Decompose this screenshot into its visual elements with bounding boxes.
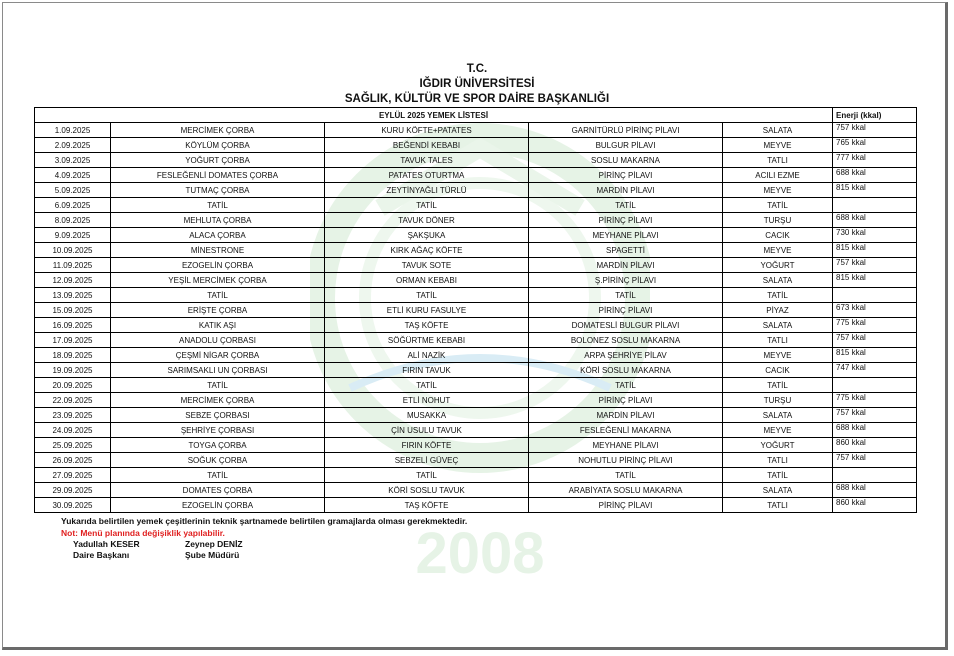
- extra-cell: TATİL: [723, 198, 833, 213]
- side-dish-cell: NOHUTLU PİRİNÇ PİLAVI: [529, 453, 723, 468]
- date-cell: 6.09.2025: [35, 198, 111, 213]
- date-cell: 16.09.2025: [35, 318, 111, 333]
- main-dish-cell: TAVUK SOTE: [325, 258, 529, 273]
- date-cell: 27.09.2025: [35, 468, 111, 483]
- signature-title: Daire Başkanı: [73, 550, 130, 560]
- main-dish-cell: ALİ NAZİK: [325, 348, 529, 363]
- side-dish-cell: BULGUR PİLAVI: [529, 138, 723, 153]
- side-dish-cell: ARABİYATA SOSLU MAKARNA: [529, 483, 723, 498]
- soup-cell: YOĞURT ÇORBA: [111, 153, 325, 168]
- table-row: [35, 408, 917, 423]
- document-header: [0, 62, 954, 107]
- main-dish-cell: SEBZELİ GÜVEÇ: [325, 453, 529, 468]
- date-cell: 29.09.2025: [35, 483, 111, 498]
- table-row: [35, 228, 917, 243]
- extra-cell: TATİL: [723, 378, 833, 393]
- main-dish-cell: TAŞ KÖFTE: [325, 498, 529, 513]
- table-row: [35, 438, 917, 453]
- side-dish-cell: PİRİNÇ PİLAVI: [529, 498, 723, 513]
- date-cell: 8.09.2025: [35, 213, 111, 228]
- main-dish-cell: TAVUK DÖNER: [325, 213, 529, 228]
- main-dish-cell: ETLİ NOHUT: [325, 393, 529, 408]
- side-dish-cell: DOMATESLİ BULGUR PİLAVI: [529, 318, 723, 333]
- main-dish-cell: KURU KÖFTE+PATATES: [325, 123, 529, 138]
- extra-cell: MEYVE: [723, 138, 833, 153]
- date-cell: 24.09.2025: [35, 423, 111, 438]
- date-cell: 26.09.2025: [35, 453, 111, 468]
- soup-cell: SOĞUK ÇORBA: [111, 453, 325, 468]
- extra-cell: MEYVE: [723, 243, 833, 258]
- energy-cell: 775 kkal: [833, 393, 917, 408]
- date-cell: 1.09.2025: [35, 123, 111, 138]
- main-dish-cell: ŞAKŞUKA: [325, 228, 529, 243]
- main-dish-cell: KÖRİ SOSLU TAVUK: [325, 483, 529, 498]
- soup-cell: TATİL: [111, 288, 325, 303]
- table-row: [35, 363, 917, 378]
- extra-cell: TATİL: [723, 468, 833, 483]
- date-cell: 23.09.2025: [35, 408, 111, 423]
- extra-cell: MEYVE: [723, 423, 833, 438]
- side-dish-cell: TATİL: [529, 378, 723, 393]
- table-title-row: [35, 108, 917, 123]
- energy-cell: 757 kkal: [833, 258, 917, 273]
- main-dish-cell: TATİL: [325, 288, 529, 303]
- date-cell: 12.09.2025: [35, 273, 111, 288]
- soup-cell: MERCİMEK ÇORBA: [111, 393, 325, 408]
- table-row: [35, 288, 917, 303]
- table-row: [35, 273, 917, 288]
- energy-cell: 860 kkal: [833, 438, 917, 453]
- date-cell: 15.09.2025: [35, 303, 111, 318]
- extra-cell: TATLI: [723, 498, 833, 513]
- signature-block-1: [73, 539, 140, 561]
- energy-cell: 688 kkal: [833, 168, 917, 183]
- main-dish-cell: TATİL: [325, 378, 529, 393]
- soup-cell: EZOGELİN ÇORBA: [111, 258, 325, 273]
- extra-cell: TATLI: [723, 333, 833, 348]
- main-dish-cell: ÇİN USULU TAVUK: [325, 423, 529, 438]
- main-dish-cell: TATİL: [325, 468, 529, 483]
- signature-name: Yadullah KESER: [73, 539, 140, 549]
- soup-cell: ÇEŞMİ NİGAR ÇORBA: [111, 348, 325, 363]
- side-dish-cell: TATİL: [529, 468, 723, 483]
- date-cell: 4.09.2025: [35, 168, 111, 183]
- extra-cell: PİYAZ: [723, 303, 833, 318]
- extra-cell: SALATA: [723, 318, 833, 333]
- energy-cell: 688 kkal: [833, 423, 917, 438]
- soup-cell: EZOGELİN ÇORBA: [111, 498, 325, 513]
- side-dish-cell: FESLEĞENLİ MAKARNA: [529, 423, 723, 438]
- extra-cell: CACIK: [723, 363, 833, 378]
- soup-cell: TATİL: [111, 198, 325, 213]
- side-dish-cell: MARDİN PİLAVI: [529, 183, 723, 198]
- table-row: [35, 468, 917, 483]
- side-dish-cell: PİRİNÇ PİLAVI: [529, 168, 723, 183]
- table-row: [35, 378, 917, 393]
- extra-cell: CACIK: [723, 228, 833, 243]
- main-dish-cell: TAŞ KÖFTE: [325, 318, 529, 333]
- extra-cell: TATİL: [723, 288, 833, 303]
- main-dish-cell: ZEYTİNYAĞLI TÜRLÜ: [325, 183, 529, 198]
- main-dish-cell: TAVUK TALES: [325, 153, 529, 168]
- table-row: [35, 153, 917, 168]
- energy-cell: 765 kkal: [833, 138, 917, 153]
- table-row: [35, 258, 917, 273]
- side-dish-cell: KÖRİ SOSLU MAKARNA: [529, 363, 723, 378]
- side-dish-cell: ARPA ŞEHRİYE PİLAV: [529, 348, 723, 363]
- side-dish-cell: GARNİTÜRLÜ PİRİNÇ PİLAVI: [529, 123, 723, 138]
- energy-cell: 730 kkal: [833, 228, 917, 243]
- energy-cell: [833, 468, 917, 483]
- date-cell: 3.09.2025: [35, 153, 111, 168]
- table-row: [35, 123, 917, 138]
- table-row: [35, 393, 917, 408]
- soup-cell: ŞEHRİYE ÇORBASI: [111, 423, 325, 438]
- signature-title: Şube Müdürü: [185, 550, 240, 560]
- main-dish-cell: MUSAKKA: [325, 408, 529, 423]
- menu-table: [34, 107, 917, 513]
- header-university: IĞDIR ÜNİVERSİTESİ: [419, 78, 535, 90]
- soup-cell: ANADOLU ÇORBASI: [111, 333, 325, 348]
- soup-cell: TUTMAÇ ÇORBA: [111, 183, 325, 198]
- energy-cell: 757 kkal: [833, 333, 917, 348]
- energy-cell: 673 kkal: [833, 303, 917, 318]
- date-cell: 9.09.2025: [35, 228, 111, 243]
- table-row: [35, 213, 917, 228]
- extra-cell: SALATA: [723, 123, 833, 138]
- side-dish-cell: MEYHANE PİLAVI: [529, 228, 723, 243]
- soup-cell: TATİL: [111, 468, 325, 483]
- energy-cell: [833, 288, 917, 303]
- extra-cell: TATLI: [723, 153, 833, 168]
- signature-block-2: [185, 539, 243, 561]
- soup-cell: FESLEĞENLİ DOMATES ÇORBA: [111, 168, 325, 183]
- watermark-year: 2008: [415, 521, 545, 586]
- table-row: [35, 168, 917, 183]
- date-cell: 2.09.2025: [35, 138, 111, 153]
- table-row: [35, 243, 917, 258]
- energy-cell: [833, 378, 917, 393]
- table-row: [35, 453, 917, 468]
- energy-cell: 815 kkal: [833, 243, 917, 258]
- extra-cell: MEYVE: [723, 348, 833, 363]
- date-cell: 17.09.2025: [35, 333, 111, 348]
- extra-cell: TURŞU: [723, 213, 833, 228]
- date-cell: 20.09.2025: [35, 378, 111, 393]
- side-dish-cell: SOSLU MAKARNA: [529, 153, 723, 168]
- side-dish-cell: Ş.PİRİNÇ PİLAVI: [529, 273, 723, 288]
- energy-cell: 775 kkal: [833, 318, 917, 333]
- extra-cell: TATLI: [723, 453, 833, 468]
- side-dish-cell: BOLONEZ SOSLU MAKARNA: [529, 333, 723, 348]
- gramaj-note: Yukarıda belirtilen yemek çeşitlerinin teknik şartnamede belirtilen gramajlarda olması gerekmektedir.: [61, 516, 468, 526]
- extra-cell: YOĞURT: [723, 258, 833, 273]
- side-dish-cell: MARDİN PİLAVI: [529, 408, 723, 423]
- main-dish-cell: FIRIN TAVUK: [325, 363, 529, 378]
- date-cell: 18.09.2025: [35, 348, 111, 363]
- side-dish-cell: PİRİNÇ PİLAVI: [529, 213, 723, 228]
- extra-cell: SALATA: [723, 273, 833, 288]
- main-dish-cell: BEĞENDİ KEBABI: [325, 138, 529, 153]
- table-row: [35, 183, 917, 198]
- date-cell: 11.09.2025: [35, 258, 111, 273]
- energy-cell: 815 kkal: [833, 348, 917, 363]
- signature-name: Zeynep DENİZ: [185, 539, 243, 549]
- table-row: [35, 333, 917, 348]
- side-dish-cell: PİRİNÇ PİLAVI: [529, 393, 723, 408]
- soup-cell: SEBZE ÇORBASI: [111, 408, 325, 423]
- energy-cell: 757 kkal: [833, 123, 917, 138]
- extra-cell: ACILI EZME: [723, 168, 833, 183]
- side-dish-cell: TATİL: [529, 198, 723, 213]
- main-dish-cell: KIRK AĞAÇ KÖFTE: [325, 243, 529, 258]
- soup-cell: TOYGA ÇORBA: [111, 438, 325, 453]
- soup-cell: DOMATES ÇORBA: [111, 483, 325, 498]
- side-dish-cell: MARDİN PİLAVI: [529, 258, 723, 273]
- side-dish-cell: SPAGETTİ: [529, 243, 723, 258]
- side-dish-cell: PİRİNÇ PİLAVI: [529, 303, 723, 318]
- side-dish-cell: MEYHANE PİLAVI: [529, 438, 723, 453]
- main-dish-cell: TATİL: [325, 198, 529, 213]
- main-dish-cell: FIRIN KÖFTE: [325, 438, 529, 453]
- energy-cell: 757 kkal: [833, 453, 917, 468]
- soup-cell: TATİL: [111, 378, 325, 393]
- main-dish-cell: ETLİ KURU FASULYE: [325, 303, 529, 318]
- date-cell: 30.09.2025: [35, 498, 111, 513]
- energy-cell: 688 kkal: [833, 483, 917, 498]
- extra-cell: MEYVE: [723, 183, 833, 198]
- soup-cell: KÖYLÜM ÇORBA: [111, 138, 325, 153]
- change-note: Not: Menü planında değişiklik yapılabilir.: [61, 528, 225, 538]
- energy-cell: 777 kkal: [833, 153, 917, 168]
- date-cell: 5.09.2025: [35, 183, 111, 198]
- energy-header: Enerji (kkal): [833, 108, 917, 123]
- header-line-tc: T.C.: [466, 63, 488, 75]
- date-cell: 25.09.2025: [35, 438, 111, 453]
- energy-cell: 747 kkal: [833, 363, 917, 378]
- table-row: [35, 198, 917, 213]
- table-row: [35, 138, 917, 153]
- extra-cell: SALATA: [723, 483, 833, 498]
- table-row: [35, 423, 917, 438]
- soup-cell: MEHLUTA ÇORBA: [111, 213, 325, 228]
- date-cell: 22.09.2025: [35, 393, 111, 408]
- energy-cell: 688 kkal: [833, 213, 917, 228]
- table-title: EYLÜL 2025 YEMEK LİSTESİ: [35, 108, 833, 123]
- soup-cell: YEŞİL MERCİMEK ÇORBA: [111, 273, 325, 288]
- soup-cell: ALACA ÇORBA: [111, 228, 325, 243]
- energy-cell: 815 kkal: [833, 273, 917, 288]
- extra-cell: SALATA: [723, 408, 833, 423]
- energy-cell: 757 kkal: [833, 408, 917, 423]
- main-dish-cell: PATATES OTURTMA: [325, 168, 529, 183]
- soup-cell: MERCİMEK ÇORBA: [111, 123, 325, 138]
- extra-cell: TURŞU: [723, 393, 833, 408]
- side-dish-cell: TATİL: [529, 288, 723, 303]
- extra-cell: YOĞURT: [723, 438, 833, 453]
- date-cell: 10.09.2025: [35, 243, 111, 258]
- header-department: SAĞLIK, KÜLTÜR VE SPOR DAİRE BAŞKANLIĞI: [344, 93, 610, 105]
- table-row: [35, 303, 917, 318]
- energy-cell: [833, 198, 917, 213]
- soup-cell: MİNESTRONE: [111, 243, 325, 258]
- table-row: [35, 498, 917, 513]
- energy-cell: 815 kkal: [833, 183, 917, 198]
- table-row: [35, 348, 917, 363]
- energy-cell: 860 kkal: [833, 498, 917, 513]
- date-cell: 13.09.2025: [35, 288, 111, 303]
- table-row: [35, 483, 917, 498]
- soup-cell: KATIK AŞI: [111, 318, 325, 333]
- soup-cell: SARIMSAKLI UN ÇORBASI: [111, 363, 325, 378]
- table-row: [35, 318, 917, 333]
- main-dish-cell: SÖĞÜRTME KEBABI: [325, 333, 529, 348]
- date-cell: 19.09.2025: [35, 363, 111, 378]
- soup-cell: ERİŞTE ÇORBA: [111, 303, 325, 318]
- main-dish-cell: ORMAN KEBABI: [325, 273, 529, 288]
